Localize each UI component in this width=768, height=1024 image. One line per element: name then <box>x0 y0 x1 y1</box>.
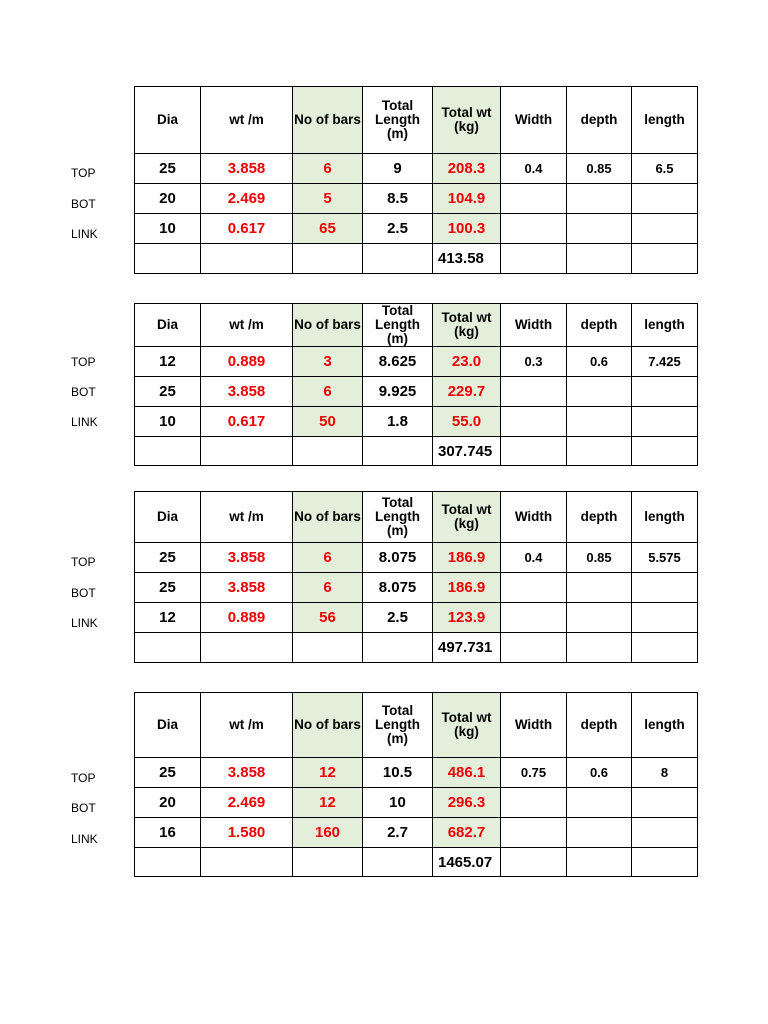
wt-cell: 3.858 <box>201 758 293 788</box>
total-wt-cell: 186.9 <box>433 573 501 603</box>
bars-cell: 160 <box>293 818 363 848</box>
bars-cell: 6 <box>293 573 363 603</box>
row-label-link: LINK <box>71 616 98 630</box>
empty-cell <box>501 818 567 848</box>
row-label-bot: BOT <box>71 385 96 399</box>
empty-cell <box>567 437 632 466</box>
empty-cell <box>567 848 632 877</box>
dia-cell: 10 <box>135 214 201 244</box>
table-row-link <box>135 214 698 244</box>
empty-cell <box>632 244 698 274</box>
empty-cell <box>501 214 567 244</box>
empty-cell <box>201 633 293 663</box>
table-row-sum <box>135 437 698 466</box>
total-length-cell: 2.5 <box>363 603 433 633</box>
bars-cell: 56 <box>293 603 363 633</box>
total-wt-cell: 55.0 <box>433 407 501 437</box>
empty-cell <box>567 244 632 274</box>
header-depth: depth <box>567 492 632 543</box>
depth-cell: 0.6 <box>567 347 632 377</box>
empty-cell <box>567 788 632 818</box>
header-width: Width <box>501 693 567 758</box>
wt-cell: 0.617 <box>201 214 293 244</box>
header-no-of-bars: No of bars <box>293 492 363 543</box>
empty-cell <box>363 244 433 274</box>
header-width: Width <box>501 304 567 347</box>
total-length-cell: 8.075 <box>363 573 433 603</box>
header-dia: Dia <box>135 693 201 758</box>
row-label-top: TOP <box>71 555 96 569</box>
empty-cell <box>501 377 567 407</box>
bars-cell: 12 <box>293 788 363 818</box>
total-length-cell: 2.5 <box>363 214 433 244</box>
dia-cell: 16 <box>135 818 201 848</box>
empty-cell <box>567 603 632 633</box>
sum-total-cell: 307.745 <box>433 437 501 466</box>
empty-cell <box>293 437 363 466</box>
empty-cell <box>632 377 698 407</box>
empty-cell <box>632 603 698 633</box>
schedule-table <box>134 692 698 877</box>
length-cell: 6.5 <box>632 154 698 184</box>
wt-cell: 2.469 <box>201 788 293 818</box>
length-cell: 7.425 <box>632 347 698 377</box>
header-wt-per-m: wt /m <box>201 492 293 543</box>
total-wt-cell: 186.9 <box>433 543 501 573</box>
table-row-bot <box>135 184 698 214</box>
header-wt-per-m: wt /m <box>201 693 293 758</box>
table-row-link <box>135 603 698 633</box>
bars-cell: 50 <box>293 407 363 437</box>
table-row-sum <box>135 244 698 274</box>
length-cell: 5.575 <box>632 543 698 573</box>
total-length-cell: 8.625 <box>363 347 433 377</box>
header-no-of-bars: No of bars <box>293 304 363 347</box>
header-length: length <box>632 492 698 543</box>
wt-cell: 1.580 <box>201 818 293 848</box>
total-length-cell: 9 <box>363 154 433 184</box>
row-label-link: LINK <box>71 415 98 429</box>
table-row-bot <box>135 377 698 407</box>
row-label-top: TOP <box>71 166 96 180</box>
total-length-cell: 8.075 <box>363 543 433 573</box>
total-length-cell: 8.5 <box>363 184 433 214</box>
empty-cell <box>363 848 433 877</box>
header-no-of-bars: No of bars <box>293 87 363 154</box>
header-total-wt: Total wt (kg) <box>433 492 501 543</box>
wt-cell: 0.889 <box>201 347 293 377</box>
total-wt-cell: 23.0 <box>433 347 501 377</box>
width-cell: 0.4 <box>501 543 567 573</box>
header-row <box>135 304 698 347</box>
dia-cell: 12 <box>135 347 201 377</box>
empty-cell <box>567 184 632 214</box>
total-length-cell: 10 <box>363 788 433 818</box>
empty-cell <box>632 437 698 466</box>
total-wt-cell: 486.1 <box>433 758 501 788</box>
table-row-top <box>135 543 698 573</box>
dia-cell: 25 <box>135 377 201 407</box>
dia-cell: 20 <box>135 788 201 818</box>
row-label-bot: BOT <box>71 197 96 211</box>
dia-cell: 25 <box>135 154 201 184</box>
total-wt-cell: 682.7 <box>433 818 501 848</box>
empty-cell <box>501 603 567 633</box>
empty-cell <box>632 214 698 244</box>
row-label-link: LINK <box>71 832 98 846</box>
empty-cell <box>567 407 632 437</box>
header-wt-per-m: wt /m <box>201 304 293 347</box>
empty-cell <box>501 633 567 663</box>
empty-cell <box>201 848 293 877</box>
empty-cell <box>632 788 698 818</box>
total-wt-cell: 229.7 <box>433 377 501 407</box>
header-total-length: Total Length (m) <box>363 492 433 543</box>
header-no-of-bars: No of bars <box>293 693 363 758</box>
empty-cell <box>201 437 293 466</box>
total-length-cell: 2.7 <box>363 818 433 848</box>
header-total-length: Total Length (m) <box>363 304 433 347</box>
total-length-cell: 10.5 <box>363 758 433 788</box>
header-total-wt: Total wt (kg) <box>433 87 501 154</box>
empty-cell <box>201 244 293 274</box>
bars-cell: 65 <box>293 214 363 244</box>
dia-cell: 25 <box>135 573 201 603</box>
total-wt-cell: 100.3 <box>433 214 501 244</box>
empty-cell <box>501 244 567 274</box>
header-total-wt: Total wt (kg) <box>433 693 501 758</box>
empty-cell <box>567 573 632 603</box>
bars-cell: 6 <box>293 377 363 407</box>
total-length-cell: 9.925 <box>363 377 433 407</box>
depth-cell: 0.85 <box>567 543 632 573</box>
total-length-cell: 1.8 <box>363 407 433 437</box>
header-total-wt: Total wt (kg) <box>433 304 501 347</box>
header-width: Width <box>501 87 567 154</box>
header-total-length: Total Length (m) <box>363 87 433 154</box>
wt-cell: 3.858 <box>201 377 293 407</box>
bars-cell: 6 <box>293 543 363 573</box>
schedule-table <box>134 303 698 466</box>
header-width: Width <box>501 492 567 543</box>
wt-cell: 0.617 <box>201 407 293 437</box>
empty-cell <box>567 377 632 407</box>
wt-cell: 2.469 <box>201 184 293 214</box>
table-row-sum <box>135 633 698 663</box>
empty-cell <box>632 407 698 437</box>
dia-cell: 20 <box>135 184 201 214</box>
total-wt-cell: 104.9 <box>433 184 501 214</box>
header-length: length <box>632 693 698 758</box>
width-cell: 0.4 <box>501 154 567 184</box>
schedule-table <box>134 491 698 663</box>
header-dia: Dia <box>135 304 201 347</box>
table-row-top <box>135 758 698 788</box>
empty-cell <box>632 633 698 663</box>
width-cell: 0.3 <box>501 347 567 377</box>
schedule-table <box>134 86 698 274</box>
header-length: length <box>632 87 698 154</box>
wt-cell: 0.889 <box>201 603 293 633</box>
empty-cell <box>293 244 363 274</box>
bars-cell: 5 <box>293 184 363 214</box>
header-total-length: Total Length (m) <box>363 693 433 758</box>
sum-total-cell: 413.58 <box>433 244 501 274</box>
header-dia: Dia <box>135 492 201 543</box>
empty-cell <box>363 437 433 466</box>
empty-cell <box>567 633 632 663</box>
total-wt-cell: 296.3 <box>433 788 501 818</box>
sum-total-cell: 1465.07 <box>433 848 501 877</box>
row-label-top: TOP <box>71 355 96 369</box>
empty-cell <box>632 818 698 848</box>
row-label-bot: BOT <box>71 586 96 600</box>
header-row <box>135 87 698 154</box>
empty-cell <box>501 184 567 214</box>
wt-cell: 3.858 <box>201 154 293 184</box>
row-label-top: TOP <box>71 771 96 785</box>
dia-cell: 25 <box>135 758 201 788</box>
wt-cell: 3.858 <box>201 573 293 603</box>
total-wt-cell: 123.9 <box>433 603 501 633</box>
header-dia: Dia <box>135 87 201 154</box>
length-cell: 8 <box>632 758 698 788</box>
header-wt-per-m: wt /m <box>201 87 293 154</box>
depth-cell: 0.6 <box>567 758 632 788</box>
width-cell: 0.75 <box>501 758 567 788</box>
empty-cell <box>632 573 698 603</box>
sum-total-cell: 497.731 <box>433 633 501 663</box>
empty-cell <box>632 848 698 877</box>
depth-cell: 0.85 <box>567 154 632 184</box>
table-row-link <box>135 818 698 848</box>
empty-cell <box>135 244 201 274</box>
empty-cell <box>293 633 363 663</box>
empty-cell <box>632 184 698 214</box>
table-row-sum <box>135 848 698 877</box>
empty-cell <box>567 214 632 244</box>
header-depth: depth <box>567 87 632 154</box>
empty-cell <box>567 818 632 848</box>
empty-cell <box>135 437 201 466</box>
total-wt-cell: 208.3 <box>433 154 501 184</box>
header-row <box>135 492 698 543</box>
row-label-link: LINK <box>71 227 98 241</box>
header-depth: depth <box>567 304 632 347</box>
bars-cell: 3 <box>293 347 363 377</box>
bars-cell: 12 <box>293 758 363 788</box>
table-row-link <box>135 407 698 437</box>
dia-cell: 10 <box>135 407 201 437</box>
header-row <box>135 693 698 758</box>
dia-cell: 25 <box>135 543 201 573</box>
bars-cell: 6 <box>293 154 363 184</box>
table-row-top <box>135 154 698 184</box>
table-row-bot <box>135 788 698 818</box>
empty-cell <box>501 437 567 466</box>
empty-cell <box>501 573 567 603</box>
empty-cell <box>135 848 201 877</box>
row-label-bot: BOT <box>71 801 96 815</box>
header-length: length <box>632 304 698 347</box>
empty-cell <box>363 633 433 663</box>
empty-cell <box>293 848 363 877</box>
table-row-top <box>135 347 698 377</box>
table-row-bot <box>135 573 698 603</box>
empty-cell <box>135 633 201 663</box>
wt-cell: 3.858 <box>201 543 293 573</box>
dia-cell: 12 <box>135 603 201 633</box>
empty-cell <box>501 848 567 877</box>
empty-cell <box>501 788 567 818</box>
empty-cell <box>501 407 567 437</box>
header-depth: depth <box>567 693 632 758</box>
